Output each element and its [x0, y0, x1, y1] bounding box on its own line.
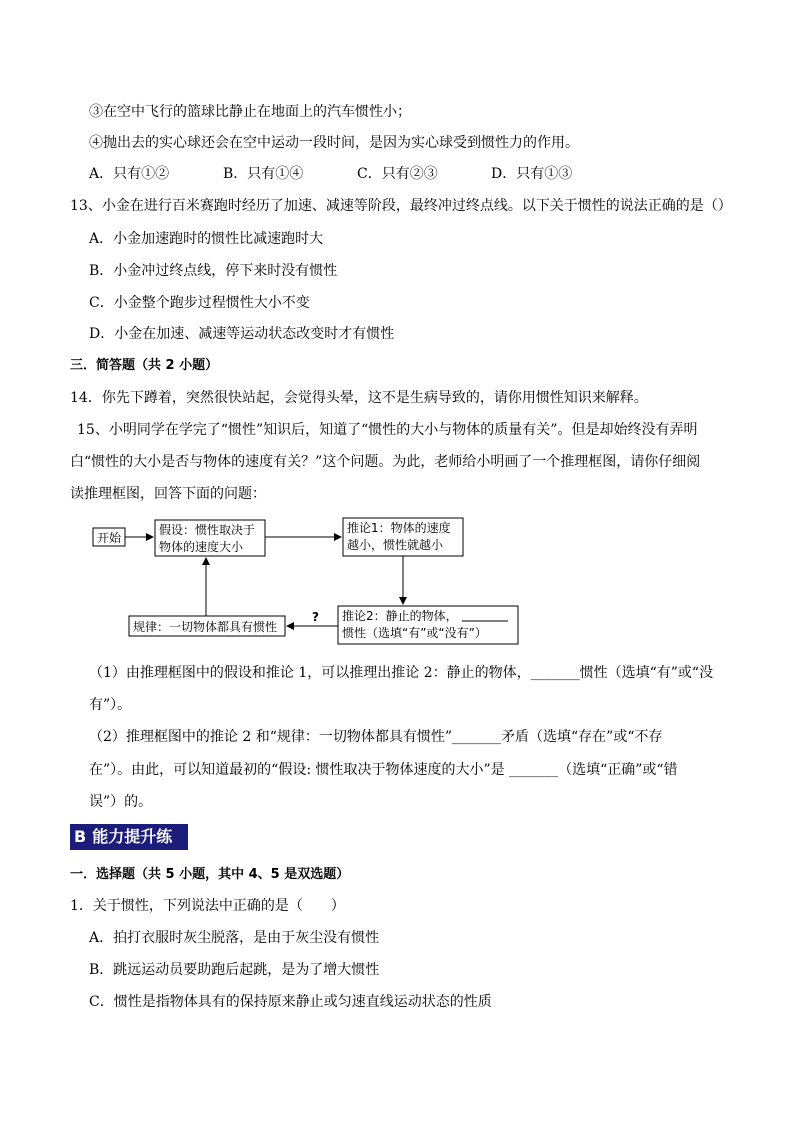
q13-option-c[interactable]: C．小金整个跑步过程惯性大小不变 — [89, 295, 310, 311]
q15-sub-2-line-2: 在”）。由此，可以知道最初的“假设: 惯性取决于物体速度的大小”是 _______（选填“正确”或“错 — [89, 762, 678, 778]
q15-sub-2-line-3: 误”）的。 — [89, 794, 153, 810]
qb1-option-b[interactable]: B．跳远运动员要助跑后起跳，是为了增大惯性 — [89, 962, 380, 978]
q15-sub-1-line-1: （1）由推理框图中的假设和推论 1，可以推理出推论 2：静止的物体，_______惯性（选填“有”或“没 — [89, 665, 714, 681]
q12-item-3: ③在空中飞行的篮球比静止在地面上的汽车惯性小； — [89, 104, 411, 120]
q12-option-c[interactable]: C．只有②③ — [357, 166, 438, 182]
q13-option-d[interactable]: D．小金在加速、减速等运动状态改变时才有惯性 — [89, 326, 395, 342]
q13-option-a[interactable]: A．小金加速跑时的惯性比减速跑时大 — [89, 231, 324, 247]
question-mark: ? — [312, 610, 319, 624]
q15-sub-2-line-1: （2）推理框图中的推论 2 和“规律：一切物体都具有惯性”_______矛盾（选填“存在”或“不存 — [89, 729, 663, 745]
q14-text: 14．你先下蹲着，突然很快站起，会觉得头晕，这不是生病导致的，请你用惯性知识来解释。 — [70, 390, 648, 406]
inference-1-line-2: 越小，惯性就越小 — [347, 538, 444, 552]
q12-option-a[interactable]: A．只有①② — [89, 166, 170, 182]
q15-line-1: 15、小明同学在学完了“惯性”知识后，知道了“惯性的大小与物体的质量有关”。但是却始终没有弄明 — [77, 422, 698, 438]
qb1-option-a[interactable]: A．拍打衣服时灰尘脱落，是由于灰尘没有惯性 — [89, 930, 380, 946]
hypothesis-line-2: 物体的速度大小 — [159, 540, 244, 554]
section-3-title: 三．简答题（共 2 小题） — [70, 358, 219, 373]
law-label: 规律：一切物体都具有惯性 — [133, 620, 278, 634]
section-b-letter: B — [74, 827, 87, 846]
inference-2-line-1: 推论2：静止的物体， — [342, 609, 458, 623]
section-b-title: 能力提升练 — [92, 827, 173, 846]
q12-item-4: ④抛出去的实心球还会在空中运动一段时间，是因为实心球受到惯性力的作用。 — [89, 135, 579, 151]
q12-option-d[interactable]: D．只有①③ — [491, 166, 573, 182]
qb1-stem: 1．关于惯性，下列说法中正确的是（ ） — [70, 898, 345, 914]
section-b-banner — [70, 824, 188, 850]
q13-option-b[interactable]: B．小金冲过终点线，停下来时没有惯性 — [89, 263, 338, 279]
q15-line-2: 白“惯性的大小是否与物体的速度有关？”这个问题。为此，老师给小明画了一个推理框图，请你仔细阅 — [70, 454, 701, 470]
inference-2-line-2: 惯性（选填“有”或“没有”） — [342, 626, 487, 640]
q13-stem: 13、小金在进行百米赛跑时经历了加速、减速等阶段，最终冲过终点线。以下关于惯性的说法正确的是（） — [70, 198, 732, 214]
hypothesis-line-1: 假设：惯性取决于 — [159, 523, 256, 537]
section-1-title: 一．选择题（共 5 小题，其中 4、5 是双选题） — [70, 867, 350, 882]
start-label: 开始 — [97, 531, 122, 545]
q15-line-3: 读推理框图，回答下面的问题： — [70, 486, 266, 502]
q12-option-b[interactable]: B．只有①④ — [223, 166, 304, 182]
q15-sub-1-line-2: 有”）。 — [89, 697, 132, 713]
inference-1-line-1: 推论1：物体的速度 — [347, 521, 451, 535]
qb1-option-c[interactable]: C．惯性是指物体具有的保持原来静止或匀速直线运动状态的性质 — [89, 994, 492, 1010]
